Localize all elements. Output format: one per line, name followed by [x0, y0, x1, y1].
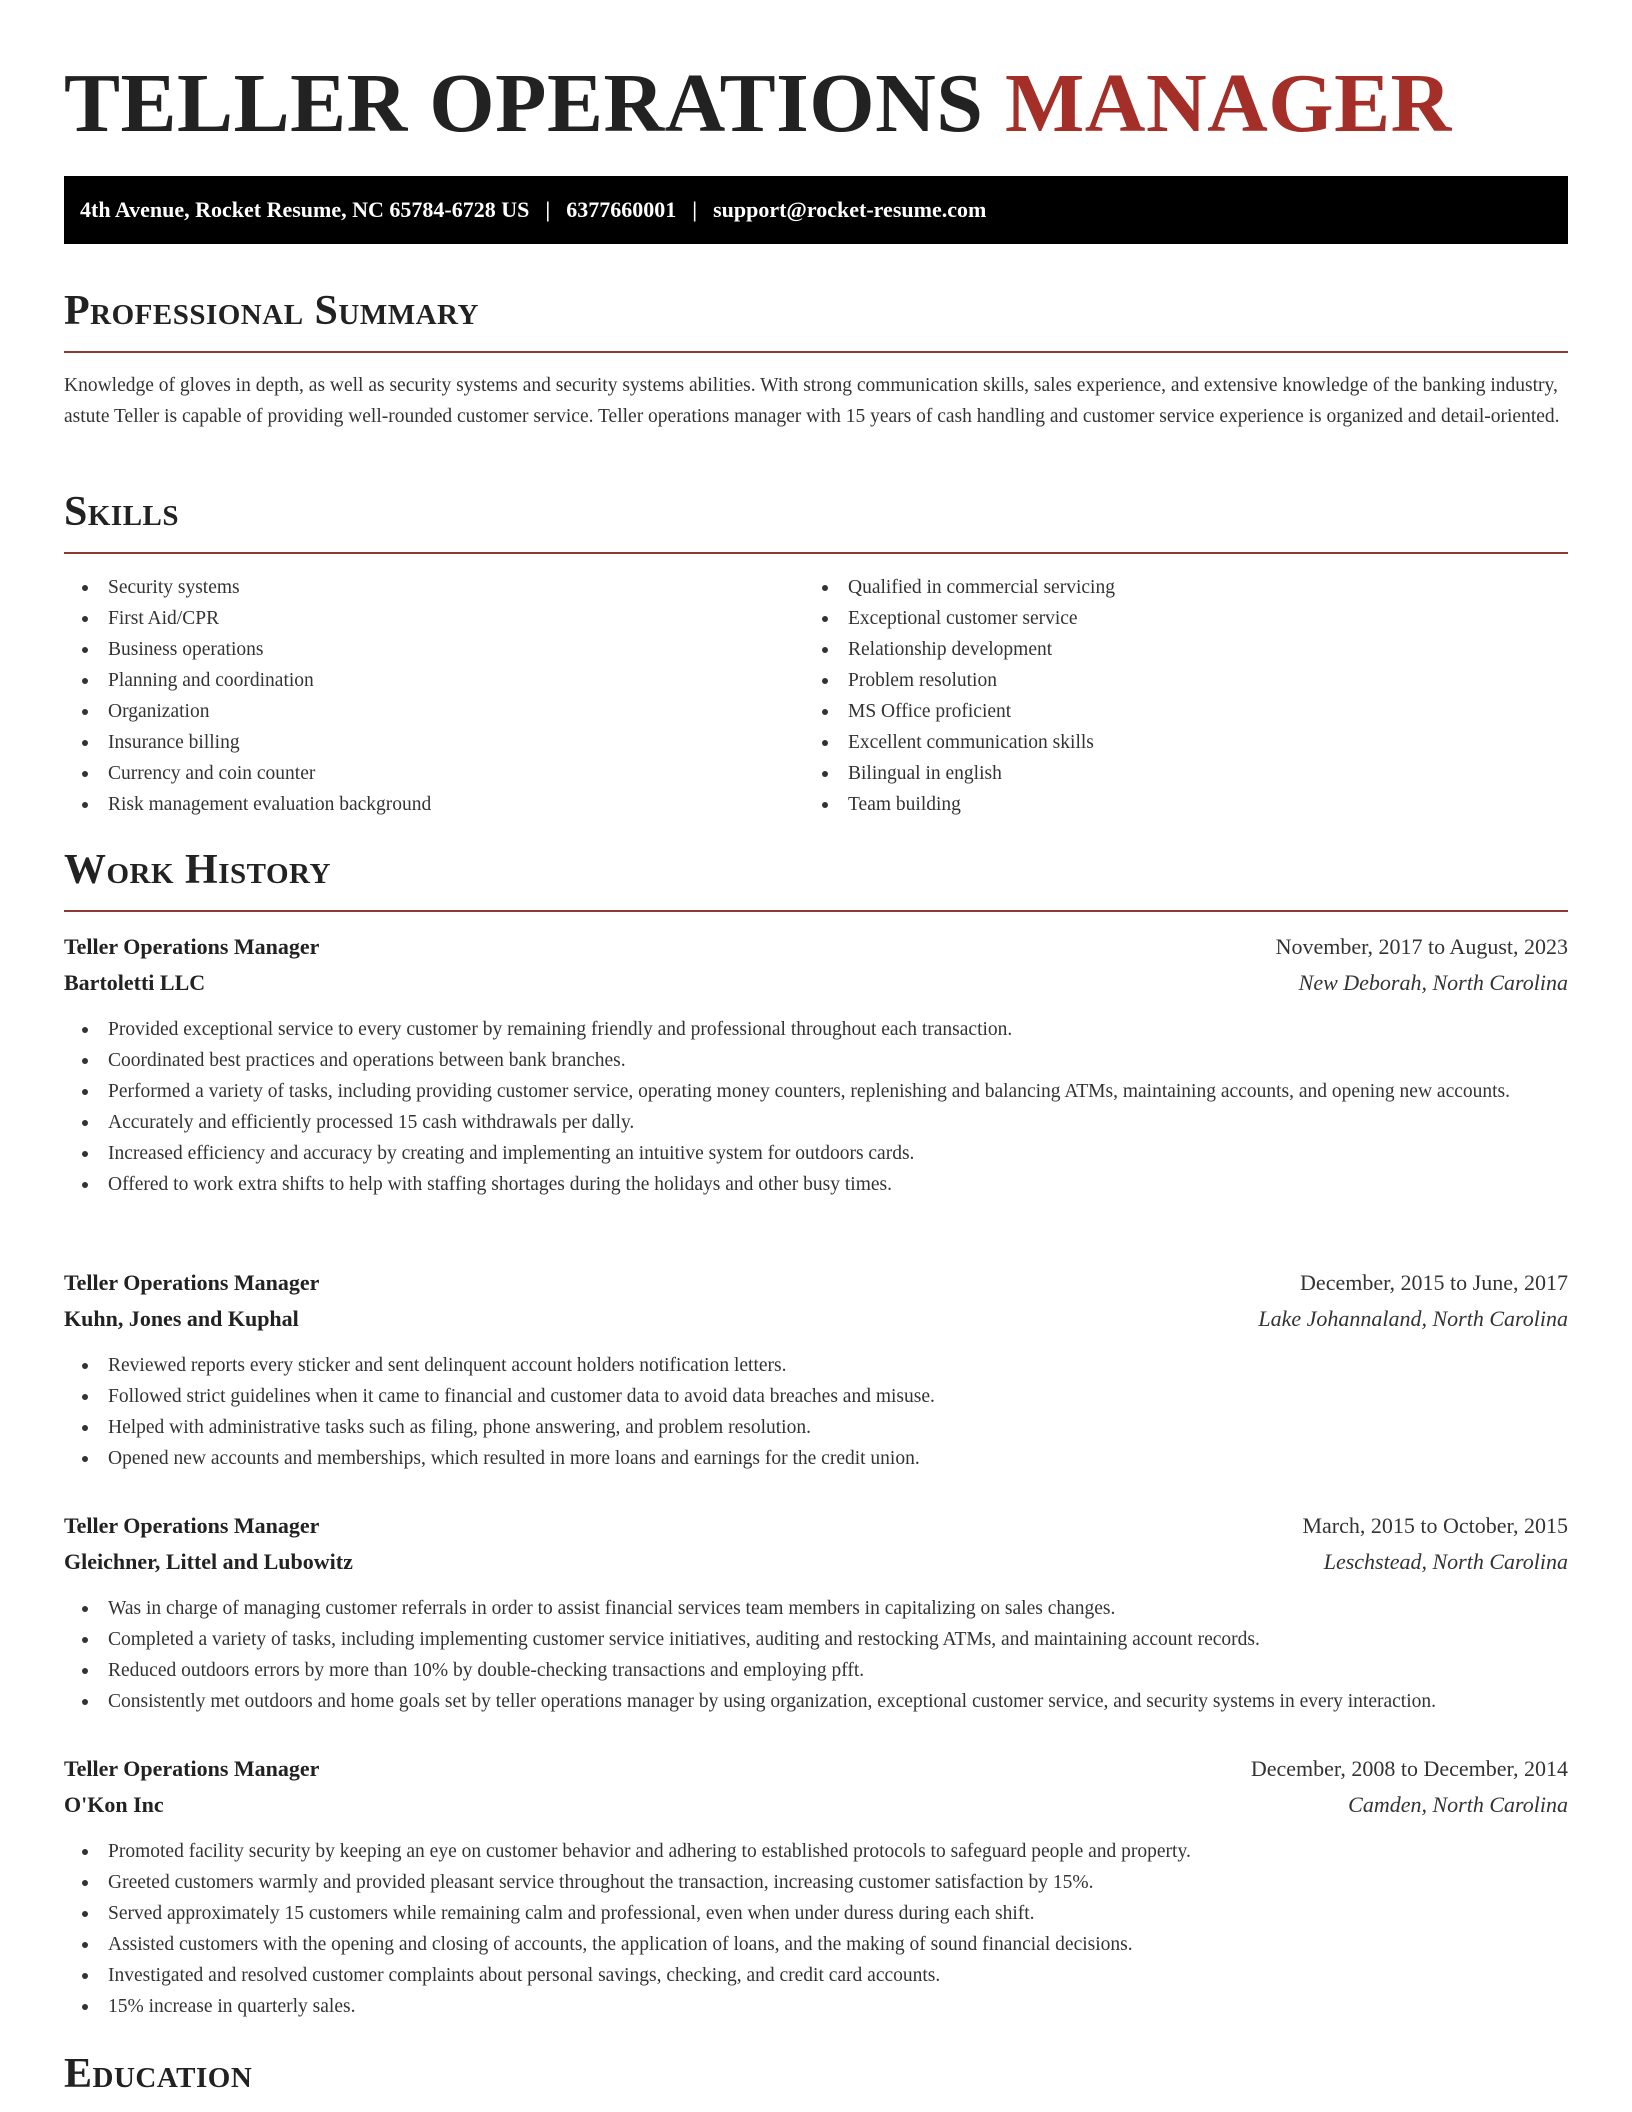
list-item: Investigated and resolved customer complaints about personal savings, checking, and credit card accounts. — [64, 1960, 1568, 1991]
list-item: Offered to work extra shifts to help with staffing shortages during the holidays and other busy times. — [64, 1169, 1568, 1200]
contact-bar — [64, 176, 1568, 244]
list-item: Planning and coordination — [64, 665, 764, 696]
skills-list — [64, 572, 764, 820]
skills-column-left — [64, 572, 764, 820]
job-header-row — [64, 1508, 1568, 1544]
job-location: Lake Johannaland, North Carolina — [1258, 1306, 1568, 1331]
list-item: Risk management evaluation background — [64, 789, 764, 820]
contact-email[interactable]: support@rocket-resume.com — [713, 197, 987, 222]
education-heading: Education — [64, 2051, 253, 2097]
job-company: Gleichner, Littel and Lubowitz — [64, 1549, 353, 1574]
job-company-row — [64, 1544, 1568, 1580]
section-divider — [64, 910, 1568, 912]
contact-address: 4th Avenue, Rocket Resume, NC 65784-6728 US — [80, 197, 530, 222]
summary-heading: Professional Summary — [64, 288, 479, 334]
job-bullets — [64, 1836, 1568, 2022]
resume-name — [64, 54, 1452, 154]
list-item: Bilingual in english — [804, 758, 1504, 789]
job-header-row — [64, 1265, 1568, 1301]
list-item: Problem resolution — [804, 665, 1504, 696]
list-item: Currency and coin counter — [64, 758, 764, 789]
list-item: Reduced outdoors errors by more than 10% by double-checking transactions and employing pfft. — [64, 1655, 1568, 1686]
list-item: Qualified in commercial servicing — [804, 572, 1504, 603]
list-item: Organization — [64, 696, 764, 727]
list-item: Exceptional customer service — [804, 603, 1504, 634]
job-company: Kuhn, Jones and Kuphal — [64, 1306, 299, 1331]
list-item: Provided exceptional service to every customer by remaining friendly and professional throughout each transaction. — [64, 1014, 1568, 1045]
job-entry — [64, 1508, 1568, 1717]
list-item: MS Office proficient — [804, 696, 1504, 727]
list-item: Business operations — [64, 634, 764, 665]
job-entry — [64, 1265, 1568, 1474]
list-item: Greeted customers warmly and provided pleasant service throughout the transaction, increasing customer satisfaction by 15%. — [64, 1867, 1568, 1898]
list-item: Served approximately 15 customers while remaining calm and professional, even when under duress during each shift. — [64, 1898, 1568, 1929]
job-header-row — [64, 929, 1568, 965]
contact-separator: | — [692, 197, 698, 222]
list-item: Consistently met outdoors and home goals set by teller operations manager by using organization, exceptional customer service, and security systems in every interaction. — [64, 1686, 1568, 1717]
list-item: Coordinated best practices and operations between bank branches. — [64, 1045, 1568, 1076]
list-item: Helped with administrative tasks such as filing, phone answering, and problem resolution. — [64, 1412, 1568, 1443]
job-bullets — [64, 1350, 1568, 1474]
job-company: Bartoletti LLC — [64, 970, 206, 995]
list-item: 15% increase in quarterly sales. — [64, 1991, 1568, 2022]
job-dates: March, 2015 to October, 2015 — [1302, 1513, 1568, 1538]
job-entry — [64, 1751, 1568, 2022]
list-item: Performed a variety of tasks, including providing customer service, operating money counters, replenishing and balancing ATMs, maintaining accounts, and opening new accounts. — [64, 1076, 1568, 1107]
list-item: Team building — [804, 789, 1504, 820]
contact-separator: | — [545, 197, 551, 222]
job-company: O'Kon Inc — [64, 1792, 164, 1817]
work-history-heading: Work History — [64, 847, 331, 893]
skills-list — [804, 572, 1504, 820]
summary-text: Knowledge of gloves in depth, as well as security systems and security systems abilities. With strong communication skills, sales experience, and extensive knowledge of the banking industry, astute Teller is capable of providing well-rounded customer service. Teller operations manager with 15 years of cash handling and customer service experience is organized and detail-oriented. — [64, 375, 1560, 427]
name-main: TELLER OPERATIONS — [64, 57, 984, 150]
job-title: Teller Operations Manager — [64, 1270, 320, 1295]
contact-phone[interactable]: 6377660001 — [566, 197, 677, 222]
job-company-row — [64, 1787, 1568, 1823]
list-item: Relationship development — [804, 634, 1504, 665]
section-divider — [64, 351, 1568, 353]
list-item: Followed strict guidelines when it came to financial and customer data to avoid data breaches and misuse. — [64, 1381, 1568, 1412]
list-item: Completed a variety of tasks, including implementing customer service initiatives, auditing and restocking ATMs, and maintaining account records. — [64, 1624, 1568, 1655]
job-dates: December, 2008 to December, 2014 — [1250, 1756, 1568, 1781]
job-header-row — [64, 1751, 1568, 1787]
job-bullets — [64, 1593, 1568, 1717]
name-accent: MANAGER — [1005, 57, 1452, 150]
list-item: Promoted facility security by keeping an eye on customer behavior and adhering to established protocols to safeguard people and property. — [64, 1836, 1568, 1867]
list-item: Reviewed reports every sticker and sent delinquent account holders notification letters. — [64, 1350, 1568, 1381]
list-item: Insurance billing — [64, 727, 764, 758]
section-divider — [64, 552, 1568, 554]
job-company-row — [64, 1301, 1568, 1337]
job-title: Teller Operations Manager — [64, 934, 320, 959]
job-title: Teller Operations Manager — [64, 1756, 320, 1781]
job-location: Leschstead, North Carolina — [1323, 1549, 1568, 1574]
list-item: First Aid/CPR — [64, 603, 764, 634]
job-dates: November, 2017 to August, 2023 — [1275, 934, 1568, 959]
list-item: Was in charge of managing customer referrals in order to assist financial services team members in capitalizing on sales changes. — [64, 1593, 1568, 1624]
list-item: Opened new accounts and memberships, which resulted in more loans and earnings for the credit union. — [64, 1443, 1568, 1474]
job-title: Teller Operations Manager — [64, 1513, 320, 1538]
job-dates: December, 2015 to June, 2017 — [1300, 1270, 1568, 1295]
list-item: Excellent communication skills — [804, 727, 1504, 758]
list-item: Security systems — [64, 572, 764, 603]
job-location: Camden, North Carolina — [1348, 1792, 1568, 1817]
list-item: Assisted customers with the opening and closing of accounts, the application of loans, and the making of sound financial decisions. — [64, 1929, 1568, 1960]
job-entry — [64, 929, 1568, 1200]
job-company-row — [64, 965, 1568, 1001]
job-location: New Deborah, North Carolina — [1298, 970, 1568, 995]
skills-column-right — [804, 572, 1504, 820]
list-item: Increased efficiency and accuracy by creating and implementing an intuitive system for outdoors cards. — [64, 1138, 1568, 1169]
skills-heading: Skills — [64, 489, 180, 535]
list-item: Accurately and efficiently processed 15 cash withdrawals per dally. — [64, 1107, 1568, 1138]
job-bullets — [64, 1014, 1568, 1200]
